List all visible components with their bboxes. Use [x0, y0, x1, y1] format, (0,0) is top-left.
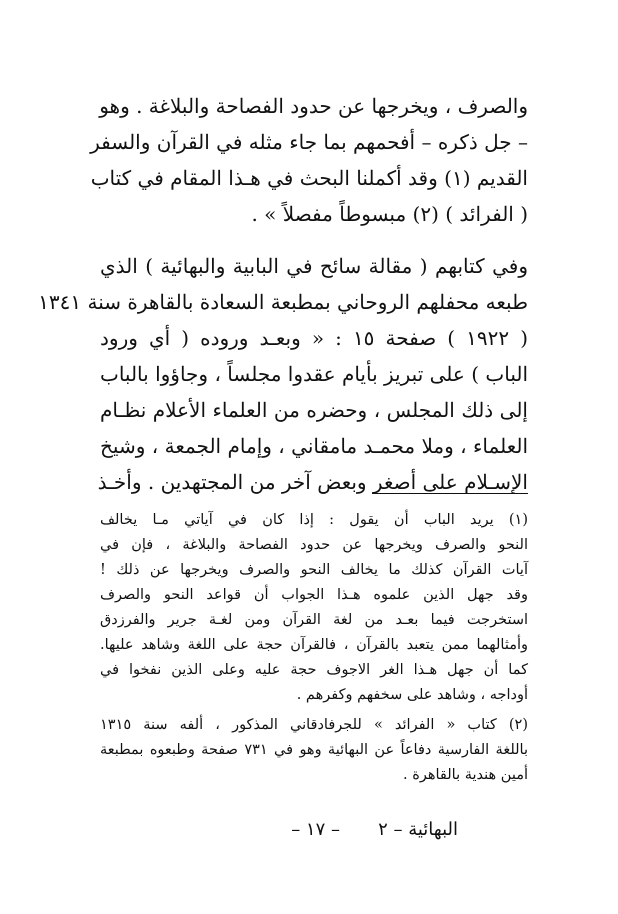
text-line: – جل ذكره – أفحمهم بما جاء مثله في القرآن والسفر	[90, 130, 528, 154]
text-line: الباب ) على تبريز بأيام عقدوا مجلساً ، وجاؤوا بالباب	[100, 362, 528, 386]
text-line: الإسـلام على أصغر وبعض آخر من المجتهدين . وأخـذ	[97, 470, 528, 494]
footnote-line: باللغة الفارسية دفاعاً عن البهائية وهو في ٧٣١ صفحة وطبعوه بمطبعة	[100, 742, 528, 758]
footnote-line: (١) يريد الباب أن يقول : إذا كان في آياتي مـا يخالف	[100, 512, 528, 528]
text-line: ( الفرائد ) (٢) مبسوطاً مفصلاً » .	[251, 202, 528, 226]
text-line: ( ١٩٢٢ ) صفحة ١٥ : « وبعـد وروده ( أي ورود	[100, 326, 528, 350]
text-line: العلماء ، وملا محمـد مامقاني ، وإمام الجمعة ، وشيخ	[100, 434, 528, 458]
footnote-line: استخرجت فيما بعـد من لغة القرآن ومن لغـة جرير والفرزدق	[100, 612, 528, 628]
footnote-line: أوداجه ، وشاهد على سخفهم وكفرهم .	[296, 687, 528, 703]
book-reference: البهائية – ٢	[378, 819, 458, 840]
text-line: وفي كتابهم ( مقالة سائح في البابية والبهائية ) الذي	[100, 254, 528, 278]
footnote-line: وقد جهل الذين علموه هـذا الجواب أن قواعد النحو والصرف	[100, 587, 528, 603]
footnote-line: آيات القرآن كذلك ما يخالف النحو والصرف ويخرجها عن ذلك !	[100, 562, 528, 578]
footnote-line: (٢) كتاب « الفرائد » للجرفادقاني المذكور ، ألفه سنة ١٣١٥	[100, 717, 528, 733]
footnote-line: النحو والصرف ويخرجها عن حدود الفصاحة والبلاغة ، فإن في	[100, 537, 528, 553]
footnote-separator	[372, 493, 528, 494]
page-footer	[0, 812, 618, 848]
text-line: والصرف ، ويخرجها عن حدود الفصاحة والبلاغة . وهو	[99, 94, 528, 118]
text-line: إلى ذلك المجلس ، وحضره من العلماء الأعلام نظـام	[100, 398, 528, 422]
footnote-line: وأمثالهما ممن يتعبد بالقرآن ، فالقرآن حجة على اللغة وشاهد عليها.	[100, 637, 528, 653]
text-line: طبعه محفلهم الروحاني بمطبعة السعادة بالقاهرة سنة ١٣٤١	[38, 290, 528, 314]
page-number: – ١٧ –	[291, 819, 340, 840]
text-line: القديم (١) وقد أكملنا البحث في هـذا المقام في كتاب	[90, 166, 528, 190]
footnote-line: أمين هندية بالقاهرة .	[403, 767, 528, 783]
footnote-line: كما أن جهل هـذا الغر الاجوف حجة عليه وعلى الذين نفخوا في	[100, 662, 528, 678]
